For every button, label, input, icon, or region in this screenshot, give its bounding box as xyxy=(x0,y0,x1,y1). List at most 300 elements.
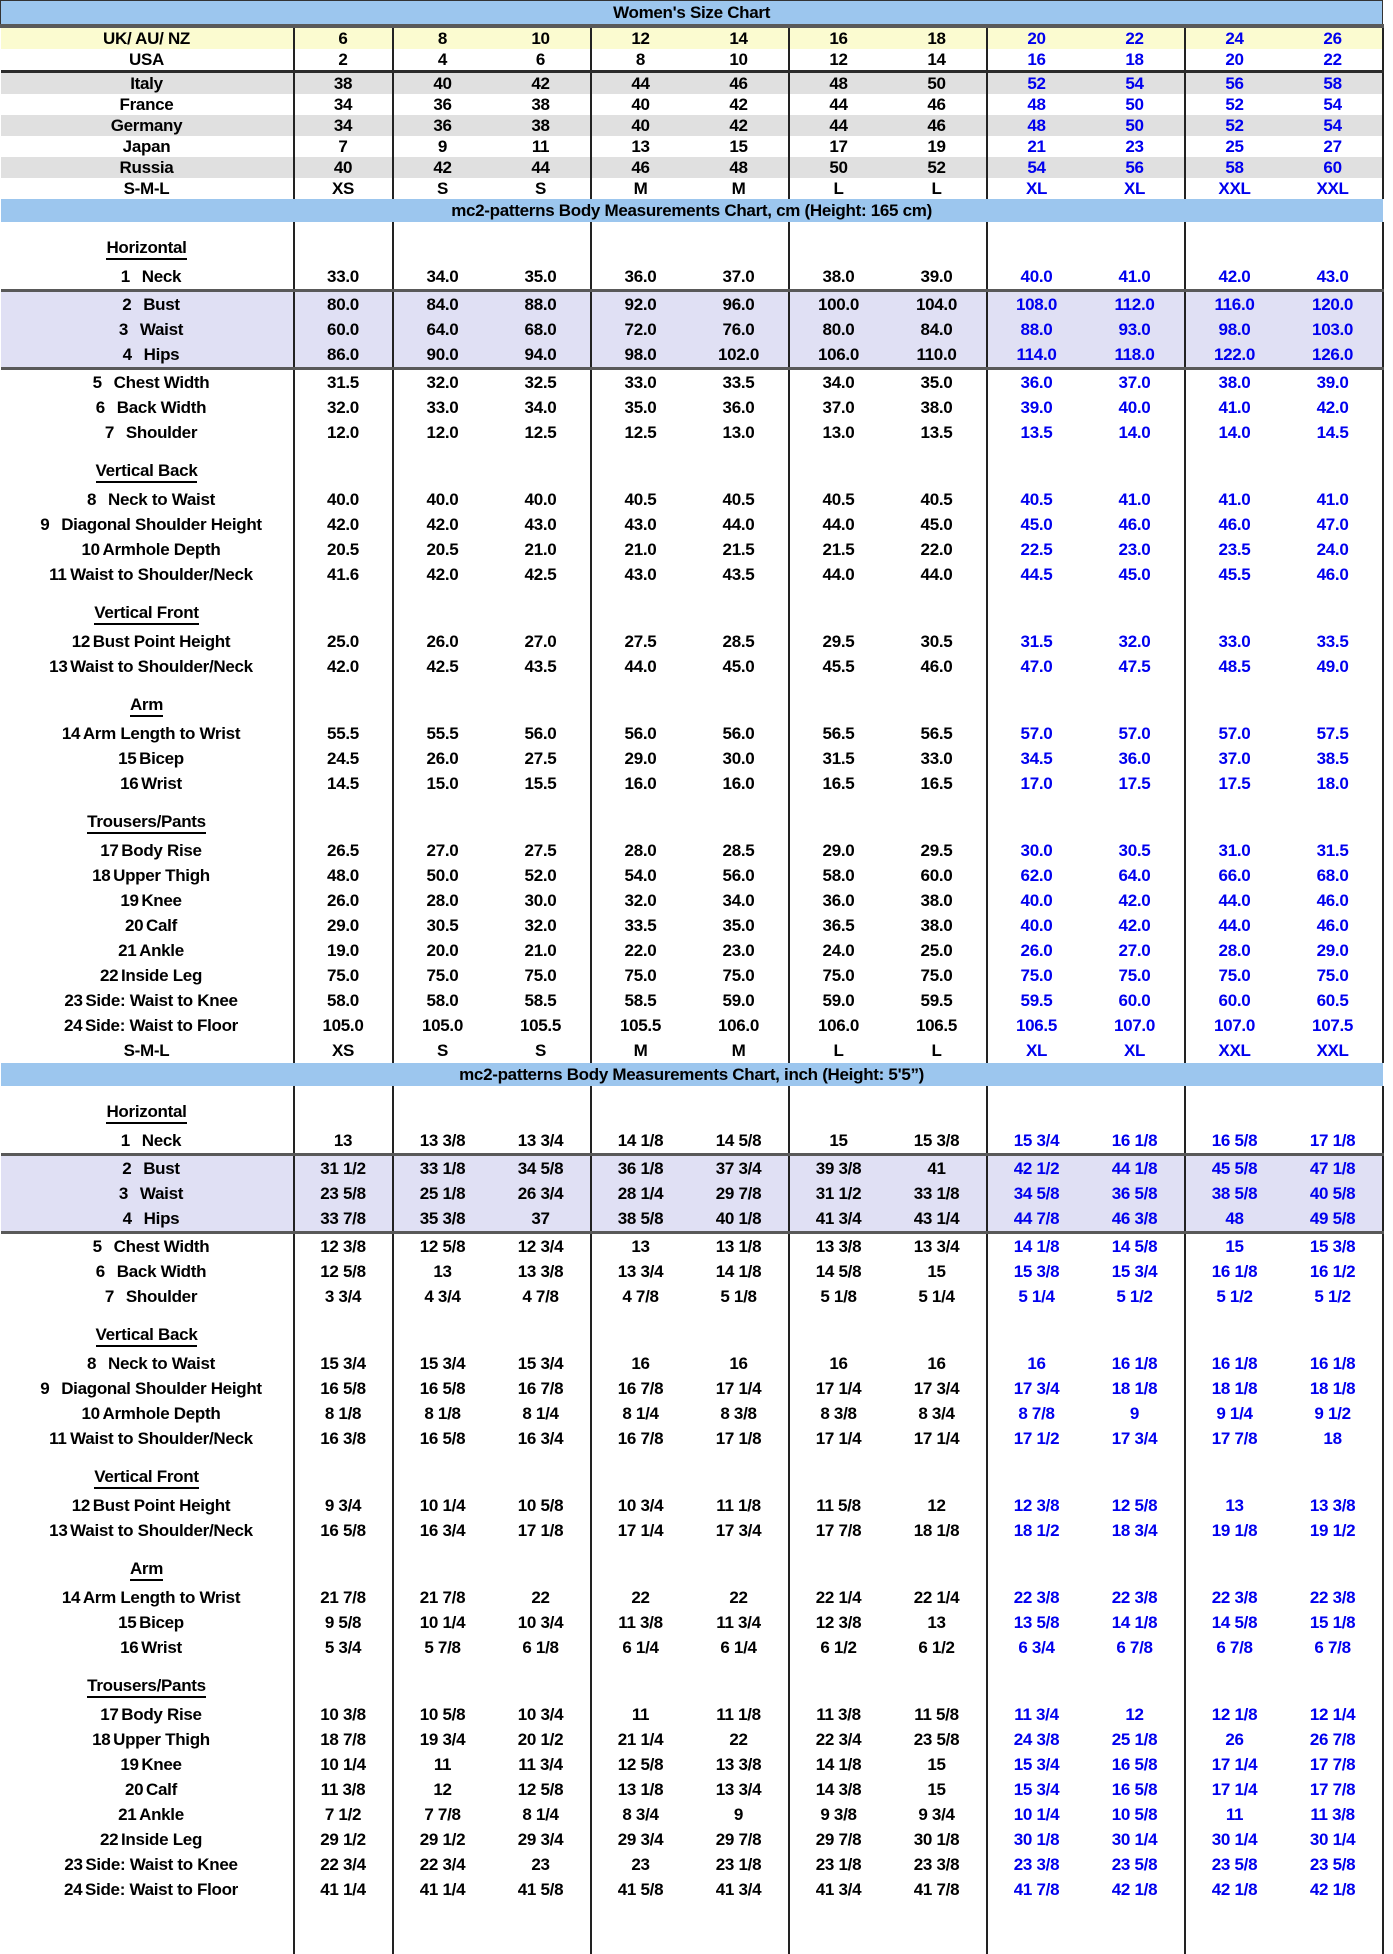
value-cell: 39.0 xyxy=(888,264,987,291)
value-cell: 40.0 xyxy=(294,487,393,512)
value-cell: 75.0 xyxy=(1086,963,1185,988)
table-row xyxy=(1,1351,1383,1376)
section-header-inch: mc2-patterns Body Measurements Chart, inch (Height: 5'5”) xyxy=(1,1063,1383,1086)
subheader-label: Vertical Back xyxy=(96,1325,198,1347)
value-cell: 29 7/8 xyxy=(815,1829,862,1849)
empty-cell xyxy=(1284,1309,1383,1351)
row-number: 14 xyxy=(61,723,81,743)
empty-cell xyxy=(888,796,987,838)
row-number: 22 xyxy=(99,1829,119,1849)
table-row xyxy=(1,420,1383,445)
empty-cell xyxy=(888,587,987,629)
value-cell: 75.0 xyxy=(1020,965,1053,985)
subheader-cell xyxy=(1,1309,294,1351)
value-cell: 14 1/8 xyxy=(1086,1610,1185,1635)
value-cell: L xyxy=(888,178,987,199)
value-cell: 17 1/8 xyxy=(690,1426,789,1451)
empty-cell xyxy=(492,1086,591,1128)
value-cell: 15 3/8 xyxy=(1013,1261,1060,1281)
row-label: Ankle xyxy=(139,940,184,960)
table-row xyxy=(1,317,1383,342)
empty-cell xyxy=(591,679,690,721)
value-cell: 14.0 xyxy=(1218,422,1251,442)
value-cell: 13.0 xyxy=(690,420,789,445)
value-cell: 36 xyxy=(393,115,492,136)
value-cell: 42.5 xyxy=(426,656,459,676)
row-label-cell xyxy=(1,1155,294,1182)
empty-cell xyxy=(690,1902,789,1954)
value-cell: 16 xyxy=(1027,1353,1046,1373)
value-cell: 11 xyxy=(631,1704,650,1724)
value-cell: 16 3/4 xyxy=(419,1520,466,1540)
value-cell: 22 1/4 xyxy=(815,1587,862,1607)
empty-cell xyxy=(690,1451,789,1493)
value-cell: 43.0 xyxy=(492,512,591,537)
value-cell: 15 xyxy=(888,1752,987,1777)
row-number: 10 xyxy=(81,1403,100,1423)
value-cell: 12 5/8 xyxy=(617,1754,664,1774)
value-cell: 108.0 xyxy=(987,291,1086,318)
empty-cell xyxy=(888,1902,987,1954)
row-label-cell xyxy=(1,838,294,863)
row-number: 8 xyxy=(87,489,97,509)
table-row xyxy=(1,863,1383,888)
table-row xyxy=(1,72,1383,95)
empty-cell xyxy=(393,1451,492,1493)
value-cell: 38.0 xyxy=(789,264,888,291)
value-cell: 4 3/4 xyxy=(424,1286,461,1306)
subheader-label: Vertical Front xyxy=(94,1467,198,1489)
value-cell: 15 xyxy=(888,1259,987,1284)
value-cell: 45 5/8 xyxy=(1185,1155,1284,1182)
row-label-cell xyxy=(1,863,294,888)
value-cell: 9 1/4 xyxy=(1216,1403,1253,1423)
value-cell: 41 1/4 xyxy=(294,1877,393,1902)
empty-cell xyxy=(789,445,888,487)
value-cell: 17 3/4 xyxy=(888,1376,987,1401)
value-cell: 39 3/8 xyxy=(789,1155,888,1182)
value-cell: 18 1/8 xyxy=(888,1518,987,1543)
value-cell: 104.0 xyxy=(888,291,987,318)
empty-cell xyxy=(492,1902,591,1954)
row-number: 12 xyxy=(71,1495,91,1515)
value-cell: 26 xyxy=(1225,1729,1244,1749)
value-cell: 41 7/8 xyxy=(888,1877,987,1902)
value-cell: 23 1/8 xyxy=(690,1852,789,1877)
empty-cell xyxy=(987,796,1086,838)
value-cell: 40.0 xyxy=(1020,890,1053,910)
value-cell: 34.5 xyxy=(1020,748,1053,768)
value-cell: 16 5/8 xyxy=(1185,1128,1284,1155)
empty-cell xyxy=(492,587,591,629)
row-label: Hips xyxy=(143,1208,180,1228)
value-cell: 46.0 xyxy=(1218,514,1251,534)
empty-cell xyxy=(294,587,393,629)
value-cell: 17.5 xyxy=(1086,771,1185,796)
value-cell: 17 3/4 xyxy=(1086,1426,1185,1451)
value-cell: 16 5/8 xyxy=(1086,1752,1185,1777)
value-cell: 40 xyxy=(591,115,690,136)
value-cell: 14 3/8 xyxy=(815,1779,862,1799)
row-label-cell xyxy=(1,1518,294,1543)
row-label: Arm Length to Wrist xyxy=(82,1587,241,1607)
empty-cell xyxy=(789,1309,888,1351)
value-cell: 11 3/4 xyxy=(492,1752,591,1777)
value-cell: 68.0 xyxy=(1284,863,1383,888)
value-cell: 57.0 xyxy=(1020,723,1053,743)
value-cell: 17.5 xyxy=(1218,773,1251,793)
value-cell: XL xyxy=(1025,1040,1048,1060)
row-number: 21 xyxy=(118,940,137,960)
empty-cell xyxy=(393,587,492,629)
value-cell: 17 7/8 xyxy=(1284,1777,1383,1802)
table-row xyxy=(1,1086,1383,1128)
value-cell: 44.0 xyxy=(1218,890,1251,910)
row-number: 23 xyxy=(64,990,83,1010)
row-label-cell xyxy=(1,1426,294,1451)
value-cell: 10 3/4 xyxy=(492,1702,591,1727)
value-cell: 15 3/4 xyxy=(419,1353,466,1373)
value-cell: 62.0 xyxy=(1020,865,1053,885)
value-cell: 14 1/8 xyxy=(690,1259,789,1284)
value-cell: 5 1/2 xyxy=(1216,1286,1253,1306)
value-cell: 10 5/8 xyxy=(419,1704,466,1724)
value-cell: 36 5/8 xyxy=(1086,1181,1185,1206)
row-number: 16 xyxy=(120,773,139,793)
value-cell: 30.0 xyxy=(492,888,591,913)
value-cell: 21.0 xyxy=(492,938,591,963)
value-cell: 30.0 xyxy=(1020,840,1053,860)
value-cell: 21.0 xyxy=(624,539,657,559)
value-cell: 107.0 xyxy=(1213,1015,1256,1035)
row-number: 23 xyxy=(64,1854,83,1874)
value-cell: 64.0 xyxy=(1086,863,1185,888)
value-cell: M xyxy=(633,1040,648,1060)
value-cell: 45.0 xyxy=(690,654,789,679)
value-cell: 21 xyxy=(987,136,1086,157)
row-label-cell xyxy=(1,1727,294,1752)
row-label: Waist to Shoulder/Neck xyxy=(70,1520,253,1540)
table-row xyxy=(1,888,1383,913)
value-cell: 8 3/4 xyxy=(622,1804,659,1824)
value-cell: 12 xyxy=(433,1779,452,1799)
value-cell: 15.5 xyxy=(492,771,591,796)
empty-cell xyxy=(1086,1660,1185,1702)
value-cell: 33.5 xyxy=(690,369,789,396)
table-row xyxy=(1,445,1383,487)
value-cell: 16 1/8 xyxy=(1211,1261,1258,1281)
value-cell: 59.5 xyxy=(888,988,987,1013)
value-cell: 12 5/8 xyxy=(492,1777,591,1802)
value-cell: 52 xyxy=(1185,94,1284,115)
value-cell: 57.0 xyxy=(1218,723,1251,743)
row-label-cell: S-M-L xyxy=(1,1038,294,1063)
table-row xyxy=(1,1727,1383,1752)
value-cell: 15 3/8 xyxy=(1284,1233,1383,1260)
value-cell: 22 3/8 xyxy=(1086,1585,1185,1610)
value-cell: 50 xyxy=(1086,115,1185,136)
value-cell: 31 1/2 xyxy=(789,1181,888,1206)
value-cell: 34 xyxy=(294,115,393,136)
value-cell: 43.0 xyxy=(1284,264,1383,291)
value-cell: 32.0 xyxy=(1086,629,1185,654)
empty-cell xyxy=(690,1543,789,1585)
table-row xyxy=(1,1518,1383,1543)
value-cell: 60.0 xyxy=(888,863,987,888)
value-cell: 56.0 xyxy=(690,863,789,888)
value-cell: 19 xyxy=(888,136,987,157)
table-row xyxy=(1,157,1383,178)
row-label-cell: France xyxy=(1,94,294,115)
row-number: 14 xyxy=(61,1587,81,1607)
row-label-cell xyxy=(1,562,294,587)
value-cell: 13 3/4 xyxy=(492,1128,591,1155)
subheader-cell xyxy=(1,1086,294,1128)
value-cell: 41 7/8 xyxy=(1013,1879,1060,1899)
value-cell: 40.5 xyxy=(1020,489,1053,509)
empty-cell xyxy=(1185,679,1284,721)
row-label-cell xyxy=(1,1128,294,1155)
table-row xyxy=(1,562,1383,587)
value-cell: 13 xyxy=(294,1128,393,1155)
value-cell: 48.5 xyxy=(1218,656,1251,676)
value-cell: 42 1/8 xyxy=(1086,1877,1185,1902)
value-cell: 14 5/8 xyxy=(1086,1233,1185,1260)
value-cell: 29 3/4 xyxy=(617,1829,664,1849)
value-cell: 16 xyxy=(888,1351,987,1376)
value-cell: 31.0 xyxy=(1218,840,1251,860)
value-cell: 17 1/2 xyxy=(1013,1428,1060,1448)
empty-cell xyxy=(393,1086,492,1128)
empty-cell xyxy=(591,445,690,487)
value-cell: 17 1/4 xyxy=(815,1428,862,1448)
value-cell: 13 1/8 xyxy=(690,1233,789,1260)
value-cell: 52 xyxy=(888,157,987,178)
empty-cell xyxy=(492,445,591,487)
value-cell: 16 5/8 xyxy=(1086,1777,1185,1802)
value-cell: 23.0 xyxy=(690,938,789,963)
value-cell: 6 1/2 xyxy=(820,1637,857,1657)
empty-cell xyxy=(789,1451,888,1493)
value-cell: 29 7/8 xyxy=(690,1181,789,1206)
empty-cell xyxy=(294,1660,393,1702)
value-cell: 55.5 xyxy=(294,721,393,746)
row-label-cell xyxy=(1,746,294,771)
value-cell: 40.5 xyxy=(888,487,987,512)
row-number: 20 xyxy=(125,1779,144,1799)
value-cell: 42.0 xyxy=(294,512,393,537)
row-label: Diagonal Shoulder Height xyxy=(61,514,262,534)
empty-cell xyxy=(1086,1451,1185,1493)
value-cell: 31.5 xyxy=(294,369,393,396)
value-cell: 46 xyxy=(690,72,789,95)
value-cell: 45.0 xyxy=(1020,514,1053,534)
value-cell: 34.0 xyxy=(393,264,492,291)
value-cell: 44.0 xyxy=(690,512,789,537)
value-cell: 10 5/8 xyxy=(492,1493,591,1518)
empty-cell xyxy=(393,679,492,721)
row-number: 10 xyxy=(81,539,100,559)
value-cell: 16 1/8 xyxy=(1086,1128,1185,1155)
row-number: 6 xyxy=(95,397,105,417)
value-cell: 35.0 xyxy=(624,397,657,417)
row-label-cell xyxy=(1,938,294,963)
value-cell: 105.0 xyxy=(294,1013,393,1038)
value-cell: 41.0 xyxy=(1218,397,1251,417)
value-cell: 110.0 xyxy=(888,342,987,369)
value-cell: 33.0 xyxy=(294,264,393,291)
value-cell: 16 5/8 xyxy=(294,1376,393,1401)
value-cell: XXL xyxy=(1284,1038,1383,1063)
table-row xyxy=(1,264,1383,291)
value-cell: 105.0 xyxy=(421,1015,464,1035)
value-cell: 38.0 xyxy=(888,888,987,913)
row-label-cell xyxy=(1,629,294,654)
value-cell: 16 7/8 xyxy=(617,1428,664,1448)
value-cell: 34 xyxy=(294,94,393,115)
value-cell: 12 1/4 xyxy=(1284,1702,1383,1727)
value-cell: 23 5/8 xyxy=(888,1727,987,1752)
value-cell: 41.0 xyxy=(1086,487,1185,512)
value-cell: 16.5 xyxy=(888,771,987,796)
value-cell: 37.0 xyxy=(690,264,789,291)
value-cell: 12 3/8 xyxy=(815,1612,862,1632)
value-cell: XL xyxy=(1086,1038,1185,1063)
value-cell: 60 xyxy=(1284,157,1383,178)
empty-cell xyxy=(393,1309,492,1351)
empty-cell xyxy=(789,1902,888,1954)
value-cell: 18 1/2 xyxy=(1013,1520,1060,1540)
empty-cell xyxy=(591,1902,690,1954)
row-label: Neck xyxy=(141,1130,182,1150)
value-cell: 23 3/8 xyxy=(1013,1854,1060,1874)
value-cell: 8 1/4 xyxy=(622,1403,659,1423)
value-cell: 68.0 xyxy=(492,317,591,342)
table-row xyxy=(1,1610,1383,1635)
value-cell: 54 xyxy=(1086,72,1185,95)
subheader-label: Horizontal xyxy=(106,238,186,260)
value-cell: 114.0 xyxy=(987,342,1086,369)
value-cell: XXL xyxy=(1185,178,1284,199)
value-cell: 28 1/4 xyxy=(591,1181,690,1206)
value-cell: 13 5/8 xyxy=(1013,1612,1060,1632)
value-cell: 11 5/8 xyxy=(816,1495,861,1515)
value-cell: 21.5 xyxy=(822,539,855,559)
value-cell: 16 1/8 xyxy=(1284,1351,1383,1376)
value-cell: 17 1/4 xyxy=(1211,1754,1258,1774)
value-cell: 29.5 xyxy=(822,631,855,651)
value-cell: 15 3/4 xyxy=(1086,1259,1185,1284)
row-number: 19 xyxy=(120,1754,139,1774)
value-cell: S xyxy=(492,1038,591,1063)
value-cell: 43.0 xyxy=(624,514,657,534)
empty-cell xyxy=(393,222,492,264)
value-cell: 17 7/8 xyxy=(815,1520,862,1540)
value-cell: 20.0 xyxy=(426,940,459,960)
subheader-cell xyxy=(1,796,294,838)
value-cell: 33 1/8 xyxy=(888,1181,987,1206)
value-cell: 18 xyxy=(1284,1426,1383,1451)
empty-cell xyxy=(294,445,393,487)
value-cell: 106.5 xyxy=(888,1013,987,1038)
row-number: 2 xyxy=(122,294,132,314)
value-cell: 9 xyxy=(1086,1401,1185,1426)
table-row xyxy=(1,1877,1383,1902)
value-cell: 25 1/8 xyxy=(393,1181,492,1206)
value-cell: 112.0 xyxy=(1086,291,1185,318)
value-cell: 30.5 xyxy=(1086,838,1185,863)
value-cell: 10 3/4 xyxy=(492,1610,591,1635)
value-cell: 14 xyxy=(690,26,789,49)
value-cell: 13 3/8 xyxy=(690,1752,789,1777)
table-row xyxy=(1,369,1383,396)
value-cell: 56 xyxy=(1086,157,1185,178)
value-cell: 33.0 xyxy=(888,746,987,771)
value-cell: 25 1/8 xyxy=(1086,1727,1185,1752)
empty-cell xyxy=(690,1309,789,1351)
value-cell: 22 xyxy=(690,1727,789,1752)
value-cell: 16 5/8 xyxy=(419,1378,466,1398)
value-cell: 10 1/4 xyxy=(419,1612,466,1632)
value-cell: 42.0 xyxy=(1185,264,1284,291)
value-cell: 32.0 xyxy=(492,913,591,938)
row-label: Bicep xyxy=(139,1612,184,1632)
table-row xyxy=(1,1802,1383,1827)
value-cell: 25 xyxy=(1185,136,1284,157)
row-label-cell xyxy=(1,1827,294,1852)
table-row xyxy=(1,1451,1383,1493)
value-cell: 34 5/8 xyxy=(987,1181,1086,1206)
value-cell: 46.0 xyxy=(1284,888,1383,913)
row-number: 5 xyxy=(92,1236,102,1256)
value-cell: 57.0 xyxy=(1086,721,1185,746)
empty-cell xyxy=(1185,1902,1284,1954)
value-cell: 8 xyxy=(393,26,492,49)
value-cell: 41 5/8 xyxy=(492,1877,591,1902)
value-cell: 37 3/4 xyxy=(690,1155,789,1182)
value-cell: 36 1/8 xyxy=(591,1155,690,1182)
value-cell: 42.0 xyxy=(426,564,459,584)
value-cell: XXL xyxy=(1284,178,1383,199)
value-cell: 13 xyxy=(631,1236,650,1256)
value-cell: 50 xyxy=(888,72,987,95)
value-cell: 86.0 xyxy=(294,342,393,369)
empty-cell xyxy=(492,222,591,264)
value-cell: 11 3/4 xyxy=(1014,1704,1059,1724)
row-number: 18 xyxy=(92,1729,111,1749)
value-cell: 30 1/4 xyxy=(1086,1827,1185,1852)
value-cell: 98.0 xyxy=(1185,317,1284,342)
value-cell: 13 3/8 xyxy=(393,1128,492,1155)
value-cell: 12 1/8 xyxy=(1211,1704,1258,1724)
value-cell: 31.5 xyxy=(1020,631,1053,651)
value-cell: 44.0 xyxy=(1218,915,1251,935)
value-cell: 13 3/4 xyxy=(617,1261,664,1281)
value-cell: 58 xyxy=(1185,157,1284,178)
row-label-cell xyxy=(1,369,294,396)
value-cell: 107.0 xyxy=(1086,1013,1185,1038)
empty-cell xyxy=(1086,1309,1185,1351)
row-number: 11 xyxy=(49,1428,67,1448)
value-cell: 23 xyxy=(1086,136,1185,157)
empty-cell xyxy=(987,587,1086,629)
value-cell: 5 7/8 xyxy=(424,1637,461,1657)
value-cell: 25.0 xyxy=(888,938,987,963)
value-cell: 22 xyxy=(1284,49,1383,72)
value-cell: 41 3/4 xyxy=(815,1879,862,1899)
value-cell: 46.0 xyxy=(1284,913,1383,938)
empty-cell xyxy=(888,445,987,487)
